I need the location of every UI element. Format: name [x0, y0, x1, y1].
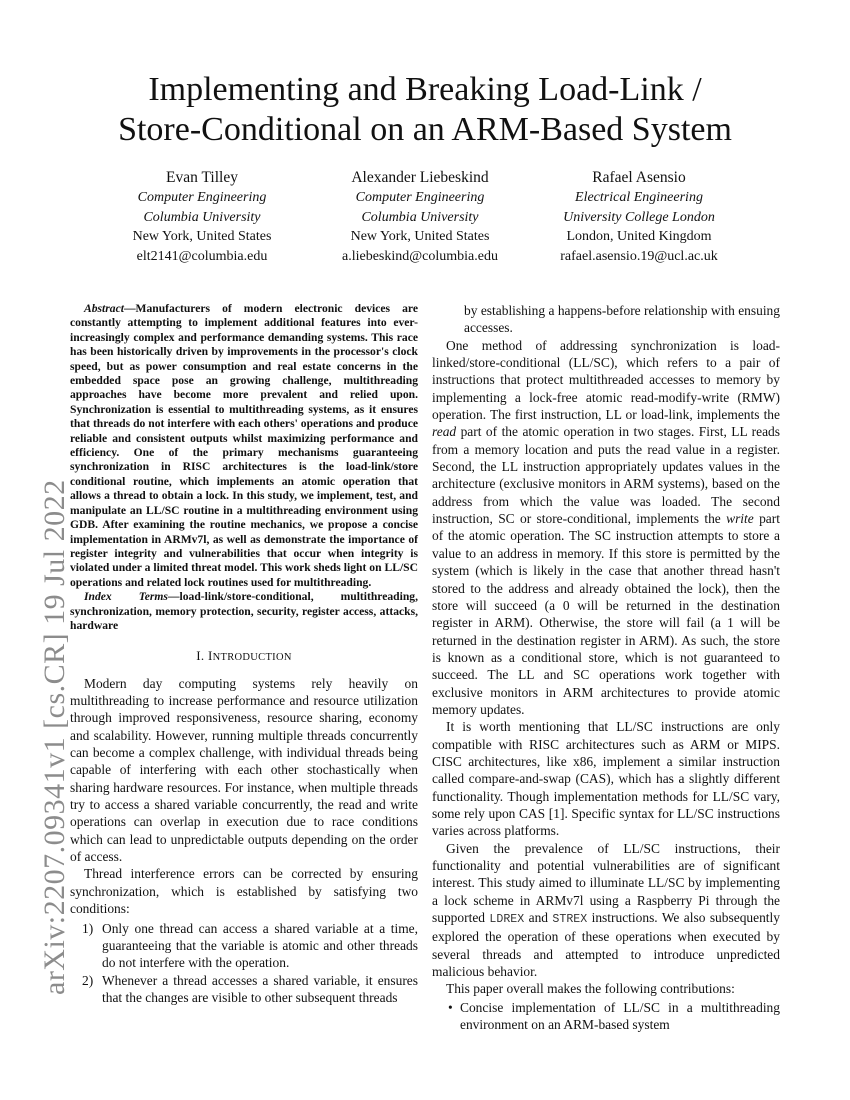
intro-paragraph-5	[432, 840, 780, 981]
list-text: Whenever a thread accesses a shared variable, it ensures that the changes are visible to other subsequent threads	[102, 972, 418, 1005]
text-run: and	[524, 910, 553, 926]
author-dept: Computer Engineering	[137, 190, 267, 205]
author-university: Columbia University	[143, 209, 261, 225]
emphasis-write: write	[726, 511, 754, 527]
section-heading	[70, 647, 418, 666]
index-terms	[70, 590, 418, 633]
author-name: Evan Tilley	[166, 169, 238, 186]
list-number: 1)	[82, 920, 94, 936]
author-email: a.liebeskind@columbia.edu	[342, 248, 498, 264]
author-email: elt2141@columbia.edu	[136, 248, 268, 264]
author-3	[509, 167, 769, 266]
list-item	[432, 999, 780, 1034]
section-title-rest: NTRODUCTION	[212, 652, 292, 664]
author-university: University College London	[563, 209, 715, 225]
paper-title-line-2: Store-Conditional on an ARM-Based System	[118, 111, 732, 148]
index-terms-text: —load-link/store-conditional, multithreading, synchronization, memory protection, security, register access, attacks, hardware	[70, 590, 418, 632]
abstract	[70, 302, 418, 590]
bullet-mark: •	[448, 999, 453, 1015]
section-title-initial: I	[207, 648, 213, 664]
paper-title	[60, 70, 790, 150]
text-run: instructions. We also subsequently explored the operation of these operations when executed by several threads and attempted to introduce unpredicted malicious behavior.	[432, 910, 780, 980]
index-terms-label: Index Terms	[84, 590, 168, 604]
intro-paragraph-6: This paper overall makes the following contributions:	[446, 981, 735, 997]
list-number: 2)	[82, 972, 94, 988]
list-continuation: by establishing a happens-before relationship with ensuing accesses.	[464, 303, 780, 336]
list-item	[70, 920, 418, 972]
intro-paragraph-2: Thread interference errors can be corrected by ensuring synchronization, which is established by satisfying two conditions:	[70, 866, 418, 917]
conditions-list	[70, 920, 418, 1007]
intro-paragraph-4: It is worth mentioning that LL/SC instructions are only compatible with RISC architectures such as ARM or MIPS. CISC architectures, like x86, implement a similar instruction called compare-and-swap (CAS), which has a slightly different functionality. Though implementation methods for LL/SC vary, some rely upon CAS [1]. Specific syntax for LL/SC instructions varies across platforms.	[432, 719, 780, 839]
author-name: Rafael Asensio	[592, 169, 686, 186]
section-numeral: I.	[196, 648, 208, 664]
code-ldrex: LDREX	[489, 913, 525, 927]
list-text: Only one thread can access a shared variable at a time, guaranteeing that the variable is atomic and other threads do not interfere with the operation.	[102, 920, 418, 971]
text-run: Given the prevalence of LL/SC instructions, their functionality and potential vulnerabilities are of significant interest. This study aimed to illuminate LL/SC by implementing a lock scheme in ARMv7l using a Raspberry Pi through the supported	[432, 840, 780, 926]
arxiv-stamp: arXiv:2207.09341v1 [cs.CR] 19 Jul 2022	[38, 479, 71, 995]
abstract-label: Abstract	[84, 302, 124, 315]
author-name: Alexander Liebeskind	[351, 169, 489, 186]
intro-paragraph-3	[432, 337, 780, 719]
author-dept: Electrical Engineering	[575, 190, 703, 205]
author-university: Columbia University	[361, 209, 479, 225]
right-column	[432, 302, 780, 1033]
text-run: part of the atomic operation in two stages. First, LL reads from a memory location and puts the read value in a register. Second, the LL instruction appropriately updates values in the architecture (exclusive monitors in ARM systems), based on the address from which the value was loaded. The second instruction, SC or store-conditional, implements the	[432, 424, 780, 527]
author-location: New York, United States	[350, 229, 490, 244]
left-column	[70, 302, 418, 1006]
emphasis-read: read	[432, 424, 457, 440]
author-location: New York, United States	[132, 229, 272, 244]
list-item	[70, 972, 418, 1007]
paper-title-line-1: Implementing and Breaking Load-Link /	[148, 71, 702, 108]
list-text: Concise implementation of LL/SC in a multithreading environment on an ARM-based system	[460, 999, 780, 1033]
code-strex: STREX	[552, 913, 588, 927]
intro-paragraph-1: Modern day computing systems rely heavily on multithreading to increase performance and resource utilization through improved responsiveness, resource sharing, economy and scalability. However, running multiple threads concurrently can become a complex challenge, with individual threads being capable of interfering with each other stochastically when sharing hardware resources. For instance, when multiple threads try to access a shared variable concurrently, the read and write operations can overlap in execution due to race conditions which can lead to unpredictable outputs depending on the order of access.	[70, 675, 418, 865]
text-run: One method of addressing synchronization is load-linked/store-conditional (LL/SC), which refers to a pair of instructions that protect multithreaded accesses to memory by implementing a lock-free atomic read-modify-write (RMW) operation. The first instruction, LL or load-link, implements the	[432, 337, 780, 423]
text-run: part of the atomic operation. The SC instruction attempts to store a value to an address in memory. If this store is permitted by the system (which is likely in the case that another thread hasn't stored to the address and already obtained the lock), then the store will succeed (a 0 will be returned in the destination register in ARM). Otherwise, the store will fail (a 1 will be returned in the destination register in ARM). As such, the store is known as a conditional store, which is not guaranteed to succeed. The LL and SC operations work together with exclusive monitors in ARM architectures to provide atomic memory updates.	[432, 511, 780, 717]
abstract-text: —Manufacturers of modern electronic devices are constantly attempting to implement additional features into ever-increasingly complex and performance demanding systems. This race has been historically driven by improvements in the processor's clock speed, but as power consumption and real estate concerns in the embedded space pose an growing challenge, multithreading approaches have become more prevalent and relied upon. Synchronization is essential to multithreading systems, as it ensures that threads do not interfere with each others' operations and produce reliable and consistent outputs whilst maximizing performance and efficiency. One of the primary mechanisms guaranteeing synchronization in RISC architectures is the load-link/store conditional routine, which implements an atomic operation that allows a thread to obtain a lock. In this study, we implement, test, and manipulate an LL/SC routine in a multithreading environment using GDB. After examining the routine mechanics, we propose a concise implementation in ARMv7l, as well as demonstrate the importance of register integrity and vulnerabilities that occur when integrity is violated under a limited threat model. This work sheds light on LL/SC operations and related lock routines used for multithreading.	[70, 302, 418, 589]
author-email: rafael.asensio.19@ucl.ac.uk	[560, 248, 718, 264]
author-dept: Computer Engineering	[355, 190, 485, 205]
author-location: London, United Kingdom	[566, 229, 712, 244]
contributions-list	[432, 999, 780, 1034]
